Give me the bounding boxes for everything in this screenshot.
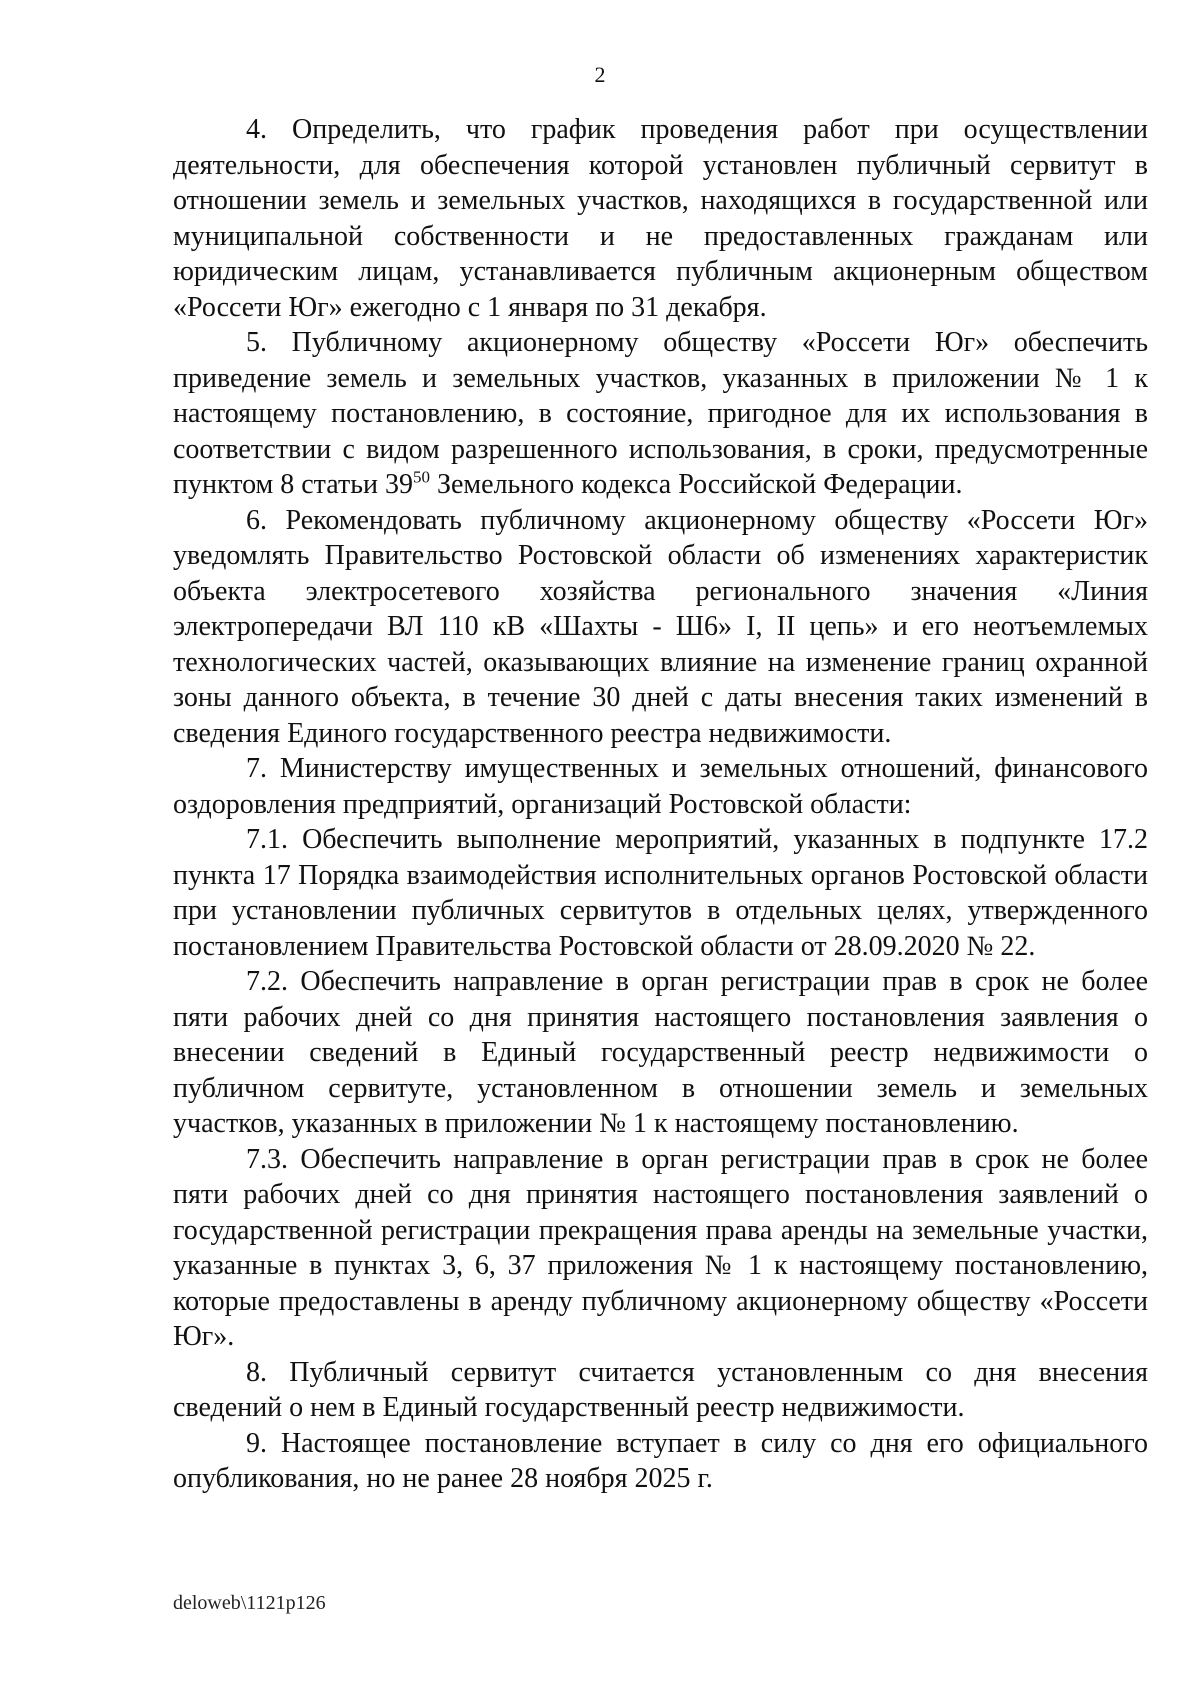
- paragraph-7: 7. Министерству имущественных и земельных отношений, финансового оздоровления предприятий, организаций Ростовской области:: [173, 753, 1148, 820]
- paragraph-5-text-after: Земельного кодекса Российской Федерации.: [429, 469, 963, 500]
- paragraph-6: 6. Рекомендовать публичному акционерному обществу «Россети Юг» уведомлять Правительство Ростовской области об изменениях характеристик объекта электросетевого хозяйства регионального значения «Линия электропередачи ВЛ 110 кВ «Шахты - Ш6» I, II цепь» и его неотъемлемых технологических частей, оказывающих влияние на изменение границ охранной зоны данного объекта, в течение 30 дней с даты внесения таких изменений в сведения Единого государственного реестра недвижимости.: [173, 504, 1148, 749]
- paragraph-9: 9. Настоящее постановление вступает в силу со дня его официального опубликования, но не ранее 28 ноября 2025 г.: [173, 1427, 1148, 1494]
- paragraph-4: 4. Определить, что график проведения работ при осуществлении деятельности, для обеспечения которой установлен публичный сервитут в отношении земель и земельных участков, находящихся в государственной или муниципальной собственности и не предоставленных гражданам или юридическим лицам, устанавливается публичным акционерным обществом «Россети Юг» ежегодно с 1 января по 31 декабря.: [173, 114, 1148, 323]
- paragraph-7-1: 7.1. Обеспечить выполнение мероприятий, указанных в подпункте 17.2 пункта 17 Порядка взаимодействия исполнительных органов Ростовской области при установлении публичных сервитутов в отдельных целях, утвержденного постановлением Правительства Ростовской области от 28.09.2020 № 22.: [173, 824, 1148, 962]
- paragraph-8: 8. Публичный сервитут считается установленным со дня внесения сведений о нем в Единый государственный реестр недвижимости.: [173, 1356, 1148, 1423]
- paragraph-7-2: 7.2. Обеспечить направление в орган регистрации прав в срок не более пяти рабочих дней со дня принятия настоящего постановления заявления о внесении сведений в Единый государственный реестр недвижимости о публичном сервитуте, установленном в отношении земель и земельных участков, указанных в приложении № 1 к настоящему постановлению.: [173, 966, 1148, 1139]
- document-code: deloweb\1121p126: [173, 1592, 326, 1614]
- paragraph-5: [173, 325, 1148, 503]
- paragraph-7-3: 7.3. Обеспечить направление в орган регистрации прав в срок не более пяти рабочих дней со дня принятия настоящего постановления заявлений о государственной регистрации прекращения права аренды на земельные участки, указанные в пунктах 3, 6, 37 приложения № 1 к настоящему постановлению, которые предоставлены в аренду публичному акционерному обществу «Россети Юг».: [173, 1143, 1148, 1352]
- article-superscript: 50: [412, 467, 430, 487]
- paragraph-5-text-before: 5. Публичному акционерному обществу «Россети Юг» обеспечить приведение земель и земельных участков, указанных в приложении № 1 к настоящему постановлению, в состояние, пригодное для их использования в соответствии с видом разрешенного использования, в сроки, предусмотренные пунктом 8 статьи 39: [173, 327, 1148, 500]
- document-body: [173, 112, 1148, 1497]
- page-number: 2: [594, 62, 606, 87]
